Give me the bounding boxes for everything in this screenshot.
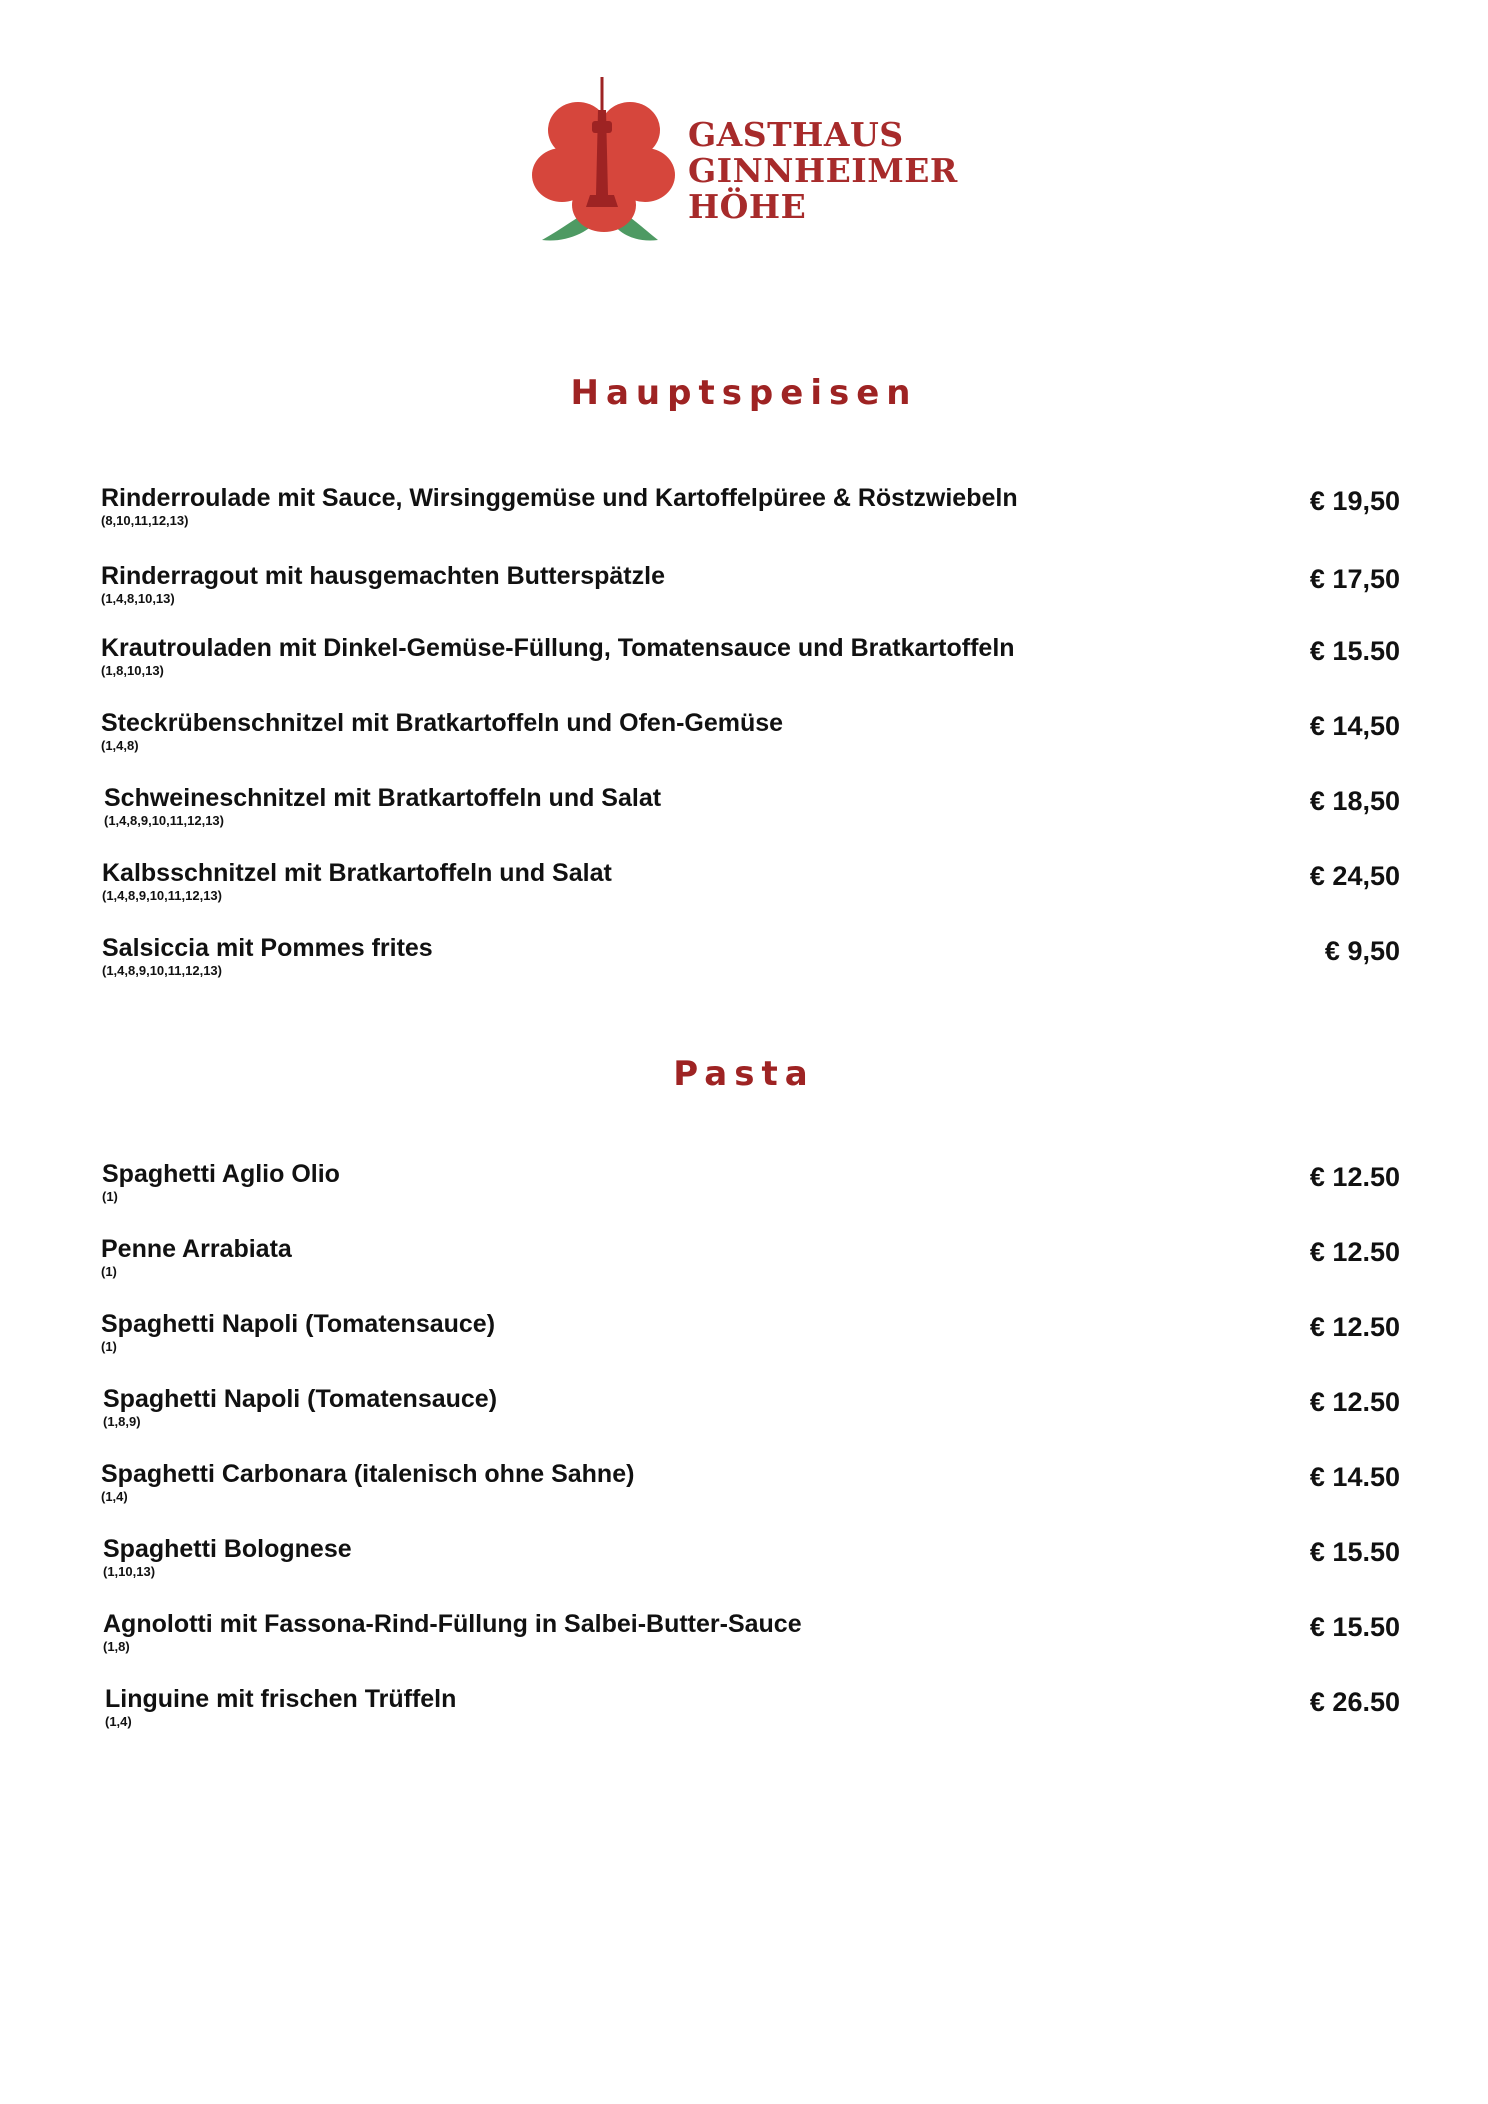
allergen-codes: (1,8) <box>103 1639 130 1654</box>
dish-name: Spaghetti Carbonara (italenisch ohne Sahne) <box>101 1460 635 1488</box>
dish-price: € 17,50 <box>1309 564 1400 594</box>
dish-name: Schweineschnitzel mit Bratkartoffeln und Salat <box>104 784 662 812</box>
restaurant-logo <box>530 75 970 250</box>
menu-item <box>0 1159 1488 1219</box>
allergen-codes: (1,10,13) <box>103 1564 156 1579</box>
dish-price: € 19,50 <box>1309 486 1400 516</box>
hibiscus-tower-icon <box>530 75 675 250</box>
menu-item <box>0 1384 1488 1444</box>
menu-item <box>0 561 1488 621</box>
menu-item <box>0 483 1488 543</box>
dish-name: Krautrouladen mit Dinkel-Gemüse-Füllung, Tomatensauce und Bratkartoffeln <box>101 634 1015 662</box>
dish-name: Rinderragout mit hausgemachten Butterspätzle <box>101 562 665 590</box>
dish-price: € 15.50 <box>1309 636 1400 666</box>
allergen-codes: (1,4) <box>105 1714 132 1729</box>
dish-name: Spaghetti Napoli (Tomatensauce) <box>101 1310 496 1338</box>
allergen-codes: (1,4) <box>101 1489 128 1504</box>
allergen-codes: (1) <box>101 1339 117 1354</box>
dish-name: Steckrübenschnitzel mit Bratkartoffeln und Ofen-Gemüse <box>101 709 784 737</box>
allergen-codes: (1,8,10,13) <box>101 663 164 678</box>
dish-price: € 14.50 <box>1309 1462 1400 1492</box>
dish-price: € 15.50 <box>1309 1612 1400 1642</box>
dish-name: Kalbsschnitzel mit Bratkartoffeln und Salat <box>102 859 612 887</box>
dish-price: € 14,50 <box>1309 711 1400 741</box>
dish-price: € 15.50 <box>1309 1537 1400 1567</box>
allergen-codes: (8,10,11,12,13) <box>101 513 189 528</box>
dish-name: Spaghetti Bolognese <box>103 1535 352 1563</box>
menu-item <box>0 1534 1488 1594</box>
restaurant-name-line-2: GINNHEIMER <box>688 151 958 190</box>
dish-price: € 12.50 <box>1309 1312 1400 1342</box>
menu-item <box>0 1309 1488 1369</box>
menu-item <box>0 858 1488 918</box>
allergen-codes: (1) <box>101 1264 117 1279</box>
menu-item <box>0 933 1488 993</box>
dish-price: € 24,50 <box>1309 861 1400 891</box>
dish-name: Spaghetti Aglio Olio <box>102 1160 340 1188</box>
section-title-pasta: Pasta <box>673 1054 815 1094</box>
menu-item <box>0 633 1488 693</box>
dish-price: € 18,50 <box>1309 786 1400 816</box>
dish-price: € 26.50 <box>1309 1687 1400 1717</box>
dish-price: € 12.50 <box>1309 1387 1400 1417</box>
dish-name: Salsiccia mit Pommes frites <box>102 934 433 962</box>
restaurant-name <box>688 117 958 225</box>
allergen-codes: (1,4,8,9,10,11,12,13) <box>104 813 224 828</box>
dish-price: € 12.50 <box>1309 1162 1400 1192</box>
allergen-codes: (1,4,8,10,13) <box>101 591 175 606</box>
menu-item <box>0 1234 1488 1294</box>
dish-name: Linguine mit frischen Trüffeln <box>105 1685 457 1713</box>
dish-name: Penne Arrabiata <box>101 1235 292 1263</box>
allergen-codes: (1,4,8) <box>101 738 139 753</box>
dish-name: Rinderroulade mit Sauce, Wirsinggemüse und Kartoffelpüree & Röstzwiebeln <box>101 484 1018 512</box>
restaurant-name-line-1: GASTHAUS <box>688 115 904 154</box>
allergen-codes: (1,4,8,9,10,11,12,13) <box>102 888 222 903</box>
section-title-hauptspeisen: Hauptspeisen <box>570 373 918 413</box>
menu-item <box>0 1459 1488 1519</box>
menu-item <box>0 1684 1488 1744</box>
menu-item <box>0 708 1488 768</box>
restaurant-name-line-3: HÖHE <box>688 187 807 226</box>
menu-item <box>0 783 1488 843</box>
dish-price: € 9,50 <box>1324 936 1400 966</box>
dish-price: € 12.50 <box>1309 1237 1400 1267</box>
dish-name: Spaghetti Napoli (Tomatensauce) <box>103 1385 498 1413</box>
allergen-codes: (1) <box>102 1189 118 1204</box>
allergen-codes: (1,4,8,9,10,11,12,13) <box>102 963 222 978</box>
menu-item <box>0 1609 1488 1669</box>
dish-name: Agnolotti mit Fassona-Rind-Füllung in Salbei-Butter-Sauce <box>103 1610 802 1638</box>
allergen-codes: (1,8,9) <box>103 1414 141 1429</box>
